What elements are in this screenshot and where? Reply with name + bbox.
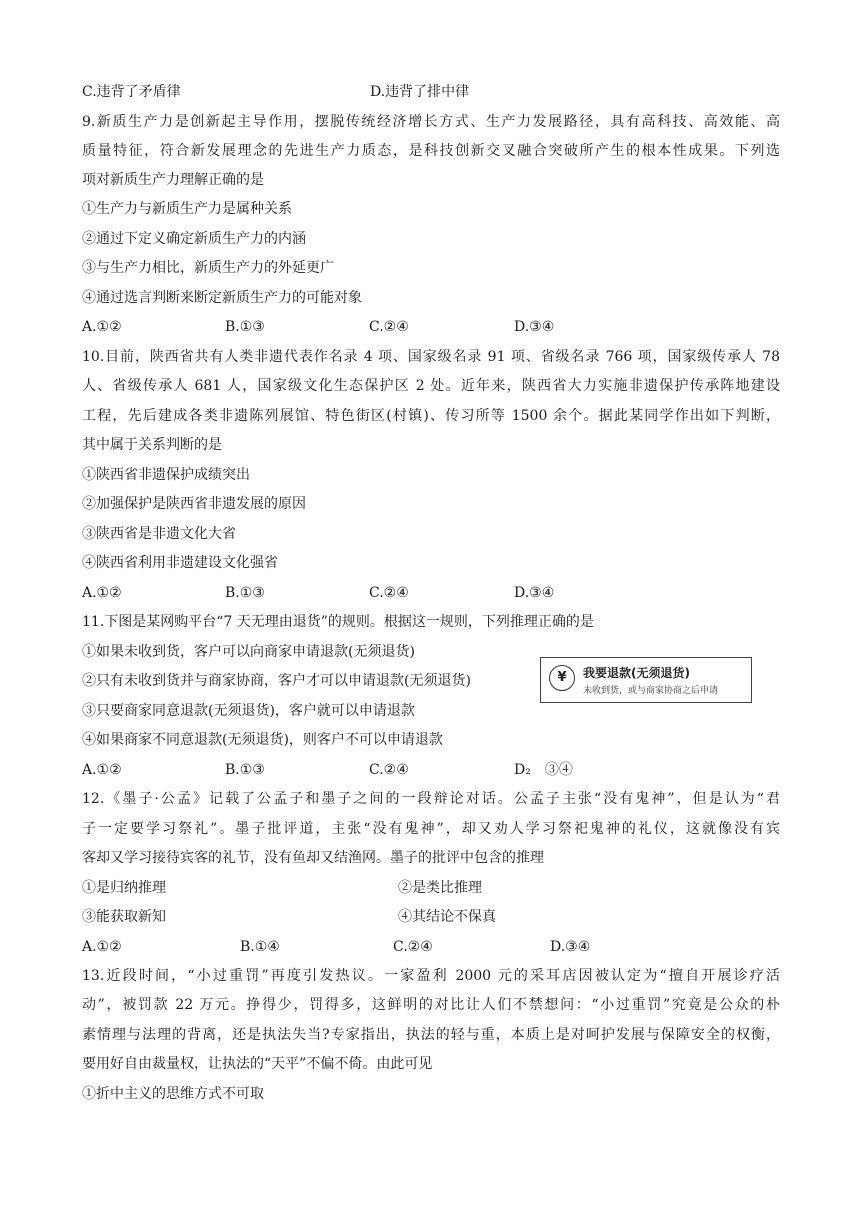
q12-option-a: A.①② bbox=[82, 939, 122, 955]
q9-item-2: ②通过下定义确定新质生产力的内涵 bbox=[82, 231, 306, 247]
q10-item-2: ②加强保护是陕西省非遗发展的原因 bbox=[82, 496, 306, 512]
refund-figure-subtitle: 未收到货，或与商家协商之后申请 bbox=[583, 686, 719, 696]
q10-item-4: ④陕西省利用非遗建设文化强省 bbox=[82, 555, 278, 571]
q9-option-a: A.①② bbox=[82, 319, 122, 335]
q10-option-d: D.③④ bbox=[514, 585, 555, 601]
q12-option-c: C.②④ bbox=[393, 939, 433, 955]
q11-option-c: C.②④ bbox=[369, 762, 409, 778]
q8-option-d: D.违背了排中律 bbox=[370, 84, 470, 100]
q12-stem-line-3: 客却又学习接待宾客的礼节，没有鱼却又结渔网。墨子的批评中包含的推理 bbox=[82, 850, 544, 866]
q9-stem-line-1: 9.新质生产力是创新起主导作用，摆脱传统经济增长方式、生产力发展路径，具有高科技、高效能、高 bbox=[82, 114, 780, 130]
q11-option-a: A.①② bbox=[82, 762, 122, 778]
refund-figure-title: 我要退款(无须退货) bbox=[583, 666, 690, 680]
q12-item-3: ③能获取新知 bbox=[82, 909, 166, 925]
q11-option-b: B.①③ bbox=[225, 762, 265, 778]
q11-item-2: ②只有未收到货并与商家协商，客户才可以申请退款(无须退货) bbox=[82, 673, 471, 689]
q12-item-4: ④其结论不保真 bbox=[398, 909, 496, 925]
q10-option-c: C.②④ bbox=[369, 585, 409, 601]
q10-item-1: ①陕西省非遗保护成绩突出 bbox=[82, 467, 250, 483]
q13-item-1: ①折中主义的思维方式不可取 bbox=[82, 1086, 264, 1102]
q10-stem-line-1: 10.目前，陕西省共有人类非遗代表作名录 4 项、国家级名录 91 项、省级名录 766 项，国家级传承人 78 bbox=[82, 349, 780, 365]
q9-stem-line-2: 质量特征，符合新发展理念的先进生产力质态，是科技创新交叉融合突破所产生的根本性成果。下列选 bbox=[82, 143, 780, 159]
q9-option-d: D.③④ bbox=[514, 319, 555, 335]
q12-item-1: ①是归纳推理 bbox=[82, 880, 166, 896]
q13-stem-line-2: 动”，被罚款 22 万元。挣得少，罚得多，这鲜明的对比让人们不禁想问：“小过重罚”究竟是公众的朴 bbox=[82, 997, 780, 1013]
q10-option-b: B.①③ bbox=[225, 585, 265, 601]
yen-icon: ¥ bbox=[549, 665, 575, 691]
q9-option-b: B.①③ bbox=[225, 319, 265, 335]
q13-stem-line-3: 素情理与法理的背离，还是执法失当?专家指出，执法的轻与重，本质上是对呵护发展与保障安全的权衡， bbox=[82, 1027, 780, 1043]
q11-stem: 11.下图是某网购平台“7 天无理由退货”的规则。根据这一规则，下列推理正确的是 bbox=[82, 614, 594, 630]
q12-option-d: D.③④ bbox=[550, 939, 591, 955]
q9-item-3: ③与生产力相比，新质生产力的外延更广 bbox=[82, 260, 334, 276]
q9-stem-line-3: 项对新质生产力理解正确的是 bbox=[82, 172, 264, 188]
q10-stem-line-4: 其中属于关系判断的是 bbox=[82, 437, 222, 453]
q9-item-4: ④通过选言判断来断定新质生产力的可能对象 bbox=[82, 290, 362, 306]
q11-option-d: D₂ ③④ bbox=[514, 762, 573, 778]
q11-item-3: ③只要商家同意退款(无须退货)，客户就可以申请退款 bbox=[82, 703, 415, 719]
q12-stem-line-2: 子一定要学习祭礼”。墨子批评道，主张“没有鬼神”，却又劝人学习祭祀鬼神的礼仪，这就像没有宾 bbox=[82, 821, 780, 837]
q12-item-2: ②是类比推理 bbox=[398, 880, 482, 896]
q11-item-4: ④如果商家不同意退款(无须退货)，则客户不可以申请退款 bbox=[82, 732, 443, 748]
q9-item-1: ①生产力与新质生产力是属种关系 bbox=[82, 201, 292, 217]
q9-option-c: C.②④ bbox=[369, 319, 409, 335]
q10-stem-line-2: 人、省级传承人 681 人，国家级文化生态保护区 2 处。近年来，陕西省大力实施非遗保护传承阵地建设 bbox=[82, 378, 780, 394]
q10-option-a: A.①② bbox=[82, 585, 122, 601]
q10-item-3: ③陕西省是非遗文化大省 bbox=[82, 526, 236, 542]
q8-option-c: C.违背了矛盾律 bbox=[82, 84, 181, 100]
q12-option-b: B.①④ bbox=[240, 939, 280, 955]
q13-stem-line-1: 13.近段时间，“小过重罚”再度引发热议。一家盈利 2000 元的采耳店因被认定为“擅自开展诊疗活 bbox=[82, 968, 780, 984]
q11-item-1: ①如果未收到货，客户可以向商家申请退款(无须退货) bbox=[82, 644, 415, 660]
refund-rule-figure bbox=[540, 657, 752, 703]
q10-stem-line-3: 工程，先后建成各类非遗陈列展馆、特色街区(村镇)、传习所等 1500 余个。据此某同学作出如下判断， bbox=[82, 408, 780, 424]
q12-stem-line-1: 12.《墨子·公孟》记载了公孟子和墨子之间的一段辩论对话。公孟子主张“没有鬼神”，但是认为“君 bbox=[82, 791, 780, 807]
q13-stem-line-4: 要用好自由裁量权，让执法的“天平”不偏不倚。由此可见 bbox=[82, 1056, 433, 1072]
